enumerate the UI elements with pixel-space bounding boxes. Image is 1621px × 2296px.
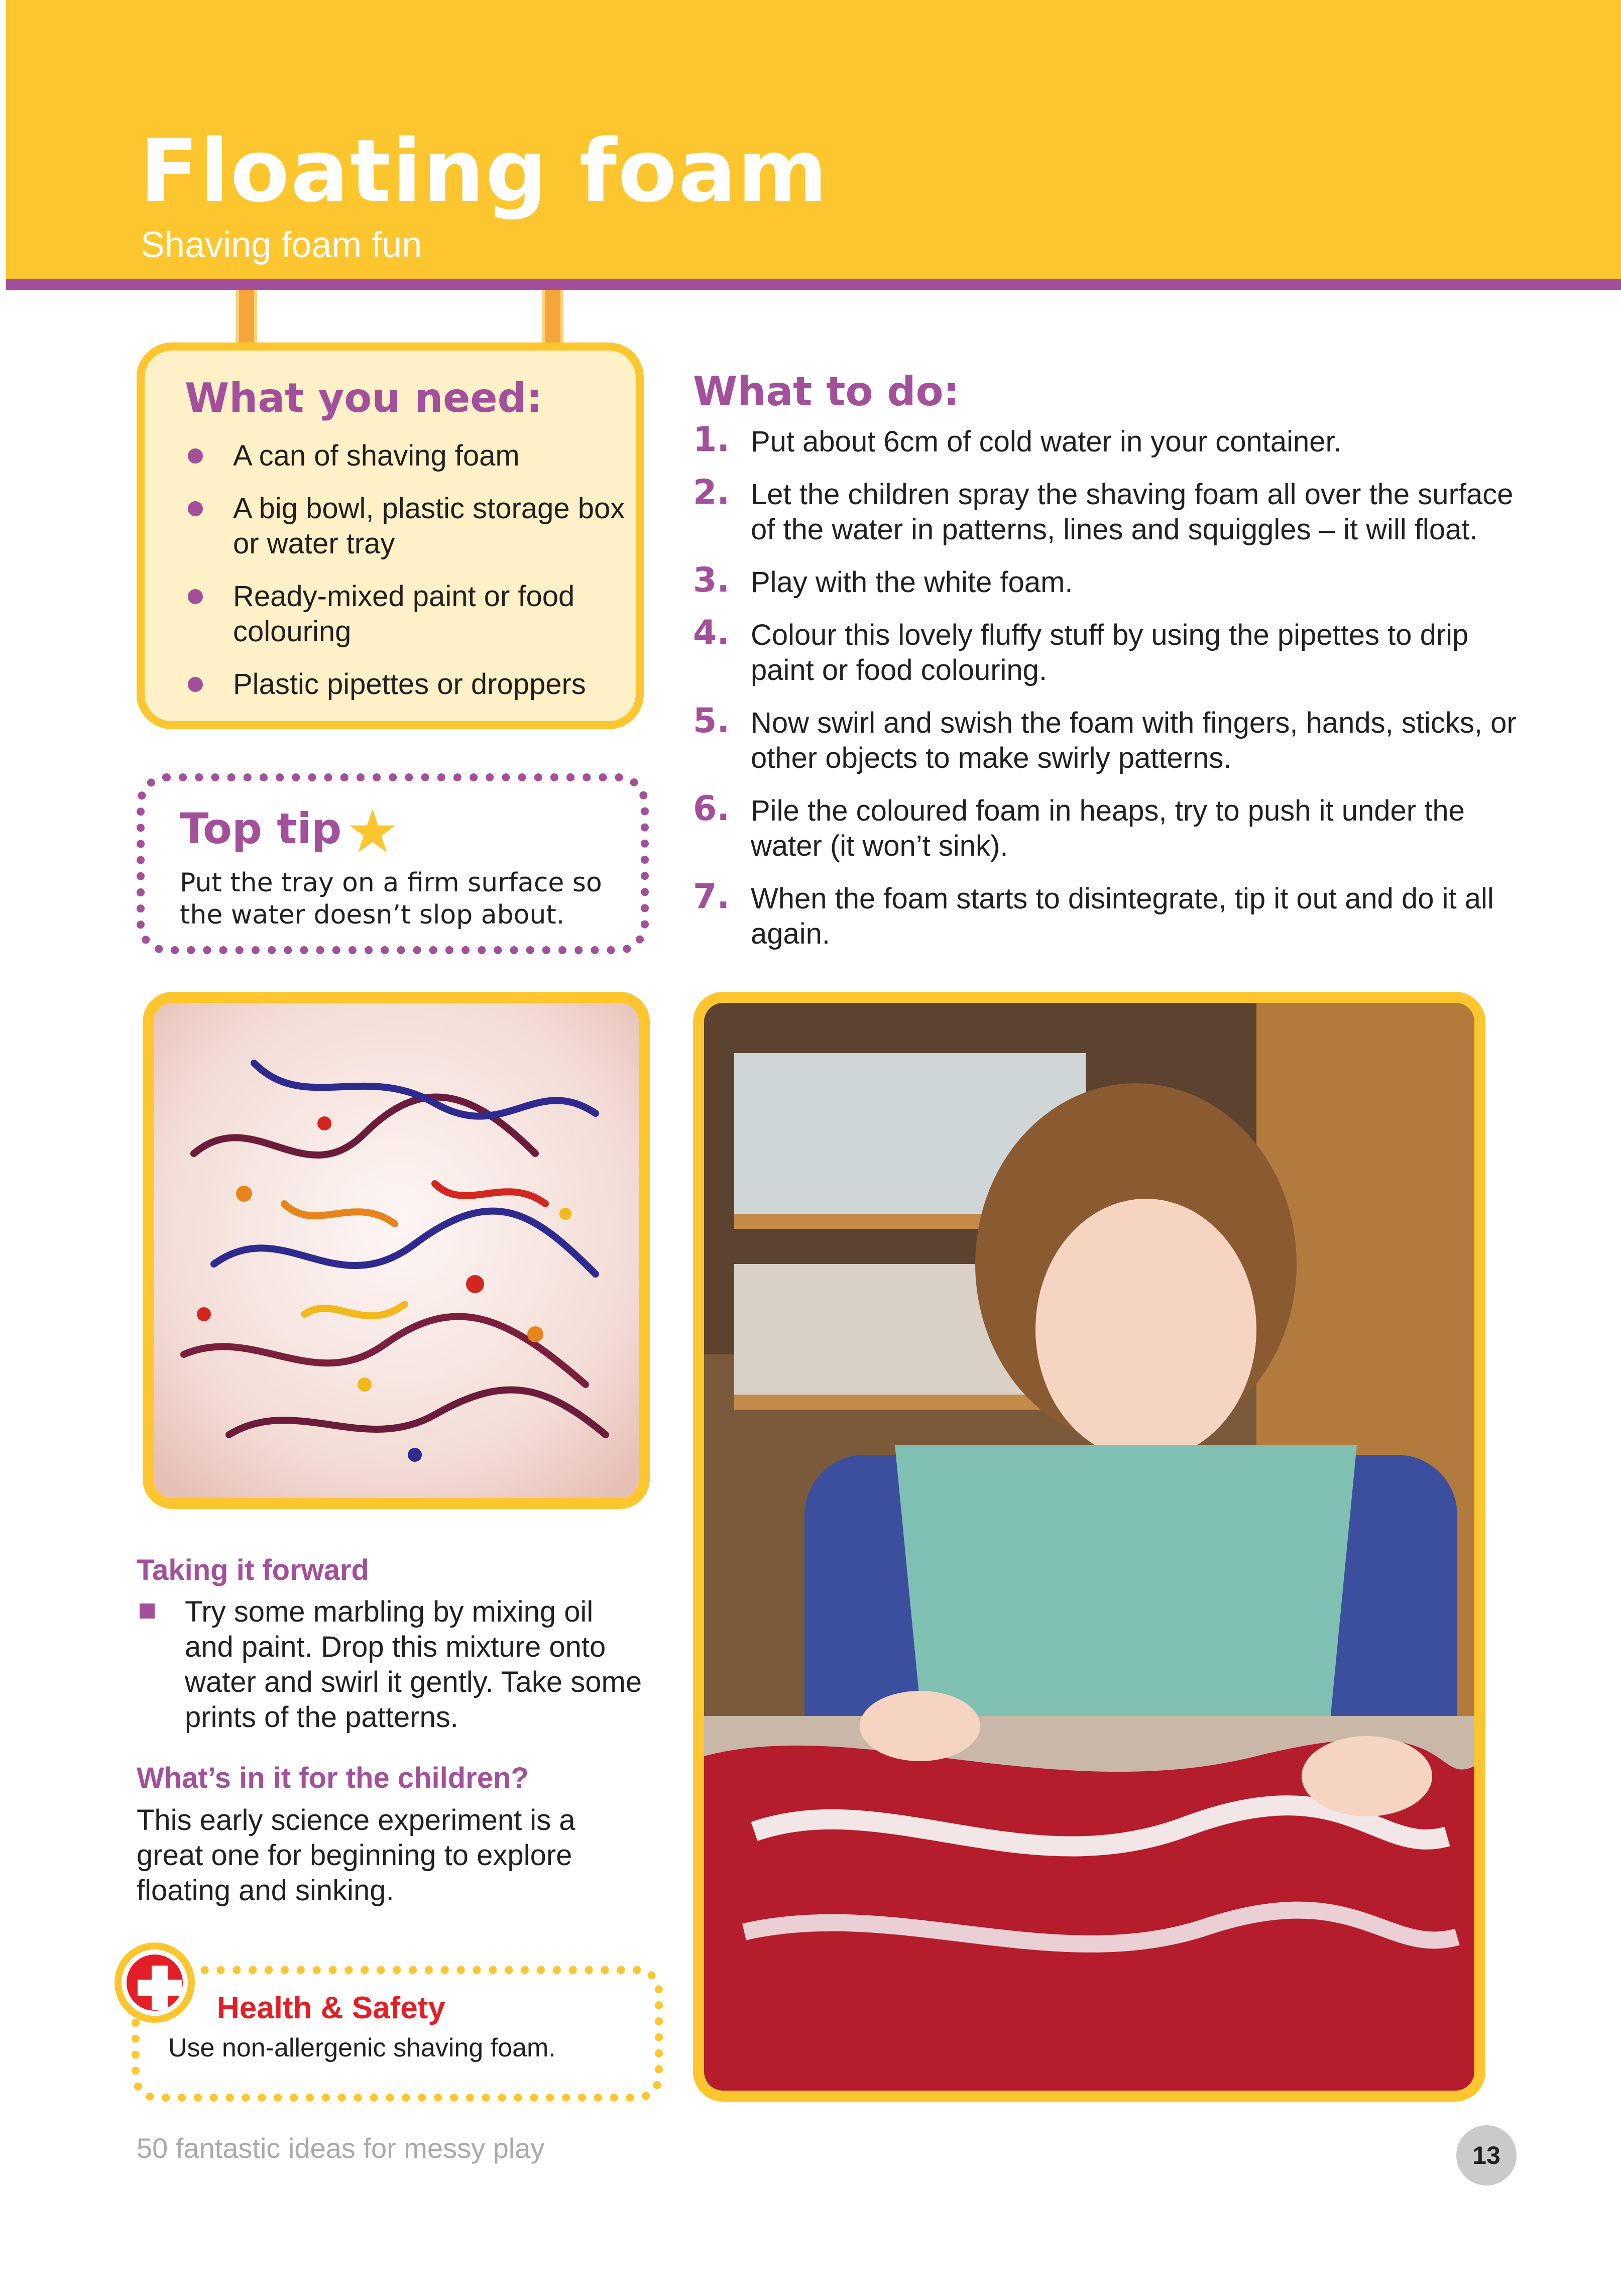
step-number: 5. xyxy=(693,701,730,741)
step-item: 1. Put about 6cm of cold water in your container. xyxy=(693,420,1342,460)
list-item: Try some marbling by mixing oil and paint. Drop this mixture onto water and swirl it gently. Take some prints of the patterns. xyxy=(137,1594,649,1735)
page-number-badge: 13 xyxy=(1456,2125,1517,2186)
health-safety-text: Use non-allergenic shaving foam. xyxy=(168,2033,556,2062)
what-to-do-steps xyxy=(693,420,1517,969)
list-item: A big bowl, plastic storage box or water tray xyxy=(185,491,627,561)
step-number: 7. xyxy=(693,877,730,916)
child-playing-image xyxy=(704,1003,1474,2091)
foam-paint-photo xyxy=(143,992,650,1509)
foam-paint-image xyxy=(154,1003,639,1498)
header-rule xyxy=(6,279,1621,290)
health-safety-heading: Health & Safety xyxy=(217,1991,445,2025)
footer-book-title: 50 fantastic ideas for messy play xyxy=(137,2132,545,2164)
step-number: 6. xyxy=(693,789,730,829)
bullet-icon xyxy=(188,448,203,464)
list-item: A can of shaving foam xyxy=(185,438,627,474)
child-playing-photo xyxy=(693,992,1485,2102)
bullet-icon xyxy=(188,501,203,516)
what-you-need-list xyxy=(185,438,627,720)
page-title: Floating foam xyxy=(140,121,829,221)
first-aid-cross-icon xyxy=(114,1942,195,2023)
step-number: 4. xyxy=(693,613,730,653)
what-you-need-box xyxy=(137,342,644,729)
top-tip-heading: Top tip xyxy=(180,804,342,853)
list-item: Ready-mixed paint or food colouring xyxy=(185,579,627,649)
square-bullet-icon xyxy=(140,1603,155,1619)
whats-in-it-text: This early science experiment is a great one for beginning to explore floating and sinking. xyxy=(137,1804,575,1907)
taking-it-forward-heading: Taking it forward xyxy=(137,1554,369,1586)
bullet-icon xyxy=(188,589,203,604)
top-tip-text: Put the tray on a firm surface so the water doesn’t slop about. xyxy=(180,868,602,930)
what-you-need-heading: What you need: xyxy=(185,375,542,421)
step-item: 5. Now swirl and swish the foam with fingers, hands, sticks, or other objects to make swirly patterns. xyxy=(693,701,1517,774)
list-item: Plastic pipettes or droppers xyxy=(185,667,627,702)
step-item: 2. Let the children spray the shaving foam all over the surface of the water in patterns, lines and squiggles – it will float. xyxy=(693,473,1514,546)
what-to-do-heading: What to do: xyxy=(693,368,960,415)
whats-in-it-heading: What’s in it for the children? xyxy=(137,1762,529,1794)
top-tip-box xyxy=(137,773,649,954)
step-number: 2. xyxy=(693,473,730,512)
hanger-left xyxy=(236,290,257,345)
step-item: 7. When the foam starts to disintegrate, tip it out and do it all again. xyxy=(693,877,1494,950)
step-item: 6. Pile the coloured foam in heaps, try to push it under the water (it won’t sink). xyxy=(693,789,1465,862)
bullet-icon xyxy=(188,677,203,692)
step-item: 3. Play with the white foam. xyxy=(693,560,1073,600)
step-number: 1. xyxy=(693,420,730,460)
hanger-right xyxy=(542,290,563,345)
step-item: 4. Colour this lovely fluffy stuff by using the pipettes to drip paint or food colouring. xyxy=(693,613,1469,686)
page-subtitle: Shaving foam fun xyxy=(141,225,422,265)
step-number: 3. xyxy=(693,560,730,600)
star-icon: ★ xyxy=(345,798,400,865)
